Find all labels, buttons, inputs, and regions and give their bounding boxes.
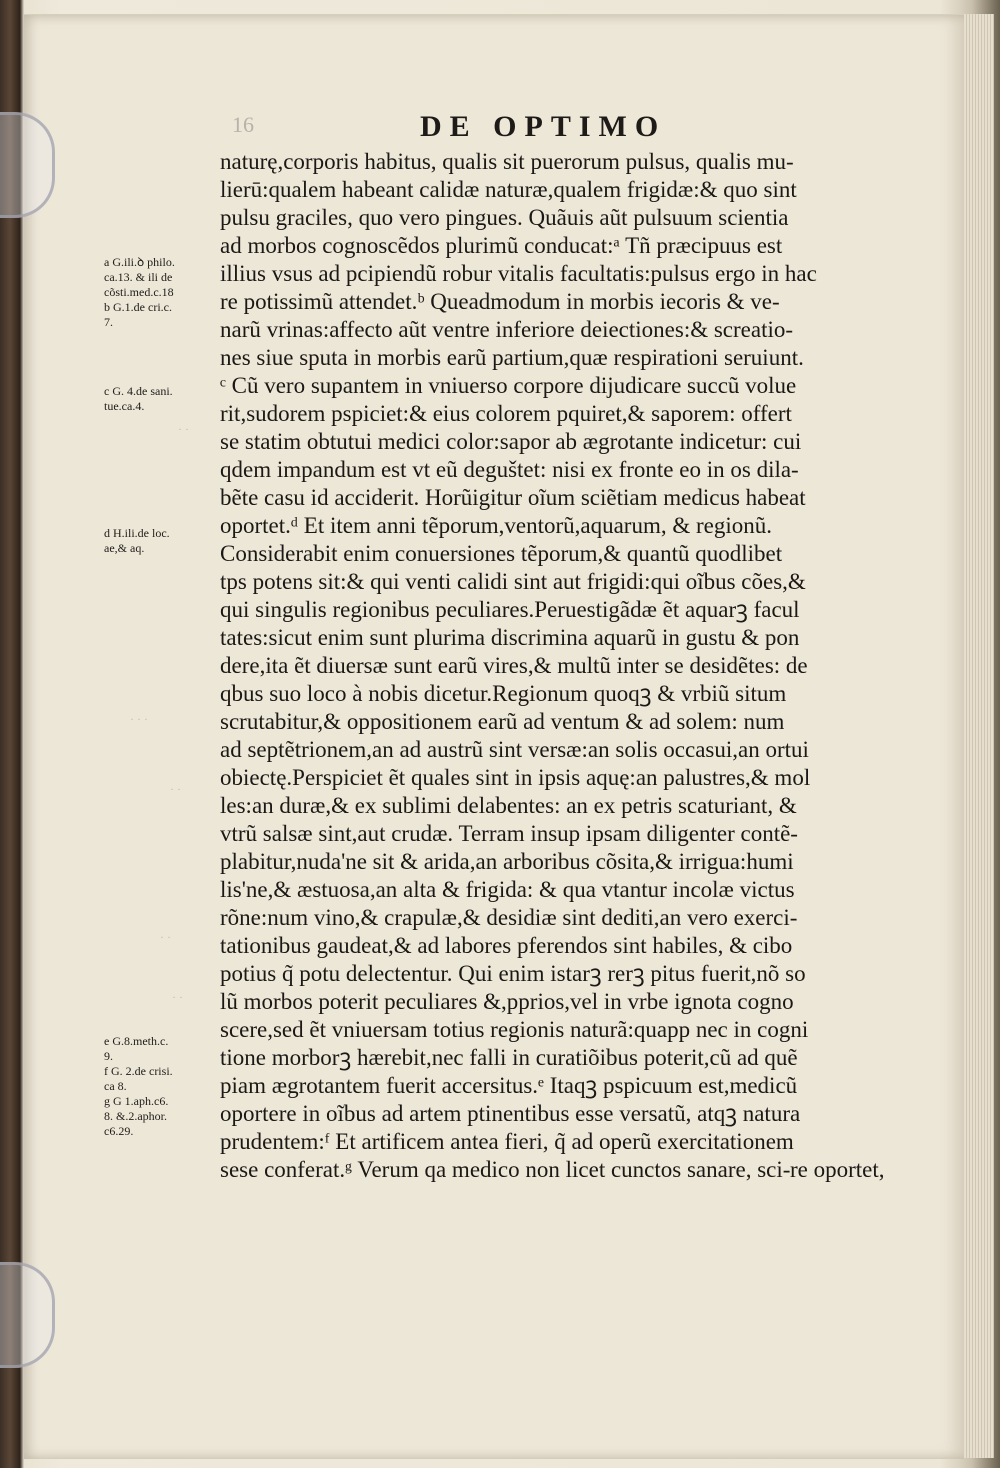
marginal-note-d xyxy=(104,526,224,556)
text-line: tates:sicut enim sunt plurima discrimina aquarũ in gustu & pon xyxy=(220,625,800,650)
text-line: tione morborꝫ hærebit,nec falli in curatiõibus poterit,cũ ad quẽ xyxy=(220,1045,798,1070)
text-line: illius vsus ad pcipiendũ robur vitalis facultatis:pulsus ergo in hac xyxy=(220,261,817,286)
text-line: oportet.ᵈ Et item anni tẽporum,ventorũ,aquarum, & regionũ. xyxy=(220,513,772,538)
main-text-block xyxy=(220,148,880,1184)
marginal-note-line: d H.ili.de loc. xyxy=(104,526,170,540)
marginal-note-line: e G.8.meth.c. xyxy=(104,1034,169,1048)
text-line: plabitur,nuda'ne sit & arida,an arboribus cõsita,& irrigua:humi xyxy=(220,849,794,874)
marginal-note-line: f G. 2.de crisi. xyxy=(104,1064,173,1078)
text-line: sese conferat.ᵍ Verum qa medico non licet cunctos sanare, sci- xyxy=(220,1157,791,1182)
text-line: tps potens sit:& qui venti calidi sint aut frigidi:qui oĩbus cões,& xyxy=(220,569,806,594)
marginal-note-line: c G. 4.de sani. xyxy=(104,384,173,398)
bleed-through-mark: · · xyxy=(178,422,189,436)
marginal-note-line: c6.29. xyxy=(104,1124,134,1138)
text-line: bẽte casu id acciderit. Horũigitur oĩum sciẽtiam medicus habeat xyxy=(220,485,806,510)
text-line: vtrũ salsæ sint,aut crudæ. Terram insup ipsam diligenter contẽ- xyxy=(220,821,798,846)
text-line: tationibus gaudeat,& ad labores pferendos sint habiles, & cibo xyxy=(220,933,793,958)
text-line: qdem impandum est vt eũ deguštet: nisi ex fronte eo in os dila- xyxy=(220,457,799,482)
text-line: qbus suo loco à nobis dicetur.Regionum quoqꝫ & vrbiũ situm xyxy=(220,681,787,706)
marginal-note-line: ca 8. xyxy=(104,1079,127,1093)
text-line: pulsu graciles, quo vero pingues. Quãuis aũt pulsuum scientia xyxy=(220,205,789,230)
text-line: ᶜ Cũ vero supantem in vniuerso corpore dijudicare succũ volue xyxy=(220,373,797,398)
text-line: lũ morbos poterit peculiares &,pprios,vel in vrbe ignota cogno xyxy=(220,989,794,1014)
text-line: re potissimũ attendet.ᵇ Queadmodum in morbis iecoris & ve- xyxy=(220,289,780,314)
text-line: lis'ne,& æstuosa,an alta & frigida: & qua vtantur incolæ victus xyxy=(220,877,795,902)
text-line: obiectę.Perspiciet ẽt quales sint in ipsis aquę:an palustres,& mol xyxy=(220,765,811,790)
text-line: prudentem:ᶠ Et artificem antea fieri, q̃ ad operũ exercitationem xyxy=(220,1129,794,1154)
text-line: ad septẽtrionem,an ad austrũ sint versæ:an solis occasui,an ortui xyxy=(220,737,809,762)
text-line: rit,sudorem pspiciet:& eius colorem pquiret,& saporem: offert xyxy=(220,401,792,426)
marginal-note-line: g G 1.aph.c6. xyxy=(104,1094,169,1108)
text-line: oportere in oĩbus ad artem ptinentibus esse versatũ, atqꝫ natura xyxy=(220,1101,801,1126)
marginal-note-line: b G.1.de cri.c. xyxy=(104,300,172,314)
marginal-note-a xyxy=(104,255,224,330)
marginal-note-line: ae,& aq. xyxy=(104,541,145,555)
page-clip-top xyxy=(0,112,55,218)
marginal-note-c xyxy=(104,384,224,414)
catchword: re oportet, xyxy=(790,1157,885,1182)
bleed-through-mark: · · · xyxy=(130,712,148,726)
marginal-note-line: cõsti.med.c.18 xyxy=(104,285,174,299)
marginal-note-line: 9. xyxy=(104,1049,113,1063)
marginal-note-line: a G.ili.ꝺ philo. xyxy=(104,255,175,269)
running-head: DE OPTIMO xyxy=(420,110,667,143)
text-line: qui singulis regionibus peculiares.Peruestigãdæ ẽt aquarꝫ facul xyxy=(220,597,800,622)
bleed-through-mark: · · xyxy=(170,782,181,796)
text-line: dere,ita ẽt diuersæ sunt earũ vires,& multũ inter se desidẽtes: de xyxy=(220,653,808,678)
folio-number: 16 xyxy=(232,112,254,137)
text-line: potius q̃ potu delectentur. Qui enim istarꝫ rerꝫ pitus fuerit,nõ so xyxy=(220,961,806,986)
bleed-through-mark: · · xyxy=(160,930,171,944)
text-line: piam ægrotantem fuerit accersitus.ᵉ Itaqꝫ pspicuum est,medicũ xyxy=(220,1073,798,1098)
marginal-note-line: 8. &.2.aphor. xyxy=(104,1109,167,1123)
text-line: nes siue sputa in morbis earũ partium,quæ respirationi seruiunt. xyxy=(220,345,804,370)
text-line: scere,sed ẽt vniuersam totius regionis naturã:quapp nec in cogni xyxy=(220,1017,809,1042)
marginal-note-e-f-g xyxy=(104,1034,224,1139)
marginal-note-line: 7. xyxy=(104,315,113,329)
bleed-through-mark: · · xyxy=(172,990,183,1004)
text-line: naturę,corporis habitus, qualis sit puerorum pulsus, qualis mu- xyxy=(220,149,794,174)
text-line: rõne:num vino,& crapulæ,& desidiæ sint dediti,an vero exerci- xyxy=(220,905,798,930)
text-line: narũ vrinas:affecto aũt ventre inferiore deiectiones:& screatio- xyxy=(220,317,794,342)
marginal-note-line: ca.13. & ili de xyxy=(104,270,173,284)
text-line: ad morbos cognoscẽdos plurimũ conducat:ᵃ Tñ præcipuus est xyxy=(220,233,783,258)
marginal-note-line: tue.ca.4. xyxy=(104,399,145,413)
page-edges xyxy=(964,14,994,1458)
text-line: Considerabit enim conuersiones tẽporum,& quantũ quodlibet xyxy=(220,541,783,566)
text-line: scrutabitur,& oppositionem earũ ad ventum & ad solem: num xyxy=(220,709,785,734)
text-line: les:an duræ,& ex sublimi delabentes: an ex petris scaturiant, & xyxy=(220,793,797,818)
text-line: se statim obtutui medici color:sapor ab ægrotante indicetur: cui xyxy=(220,429,802,454)
page-clip-bottom xyxy=(0,1262,55,1368)
text-line: lierū:qualem habeant calidæ naturæ,qualem frigidæ:& quo sint xyxy=(220,177,797,202)
